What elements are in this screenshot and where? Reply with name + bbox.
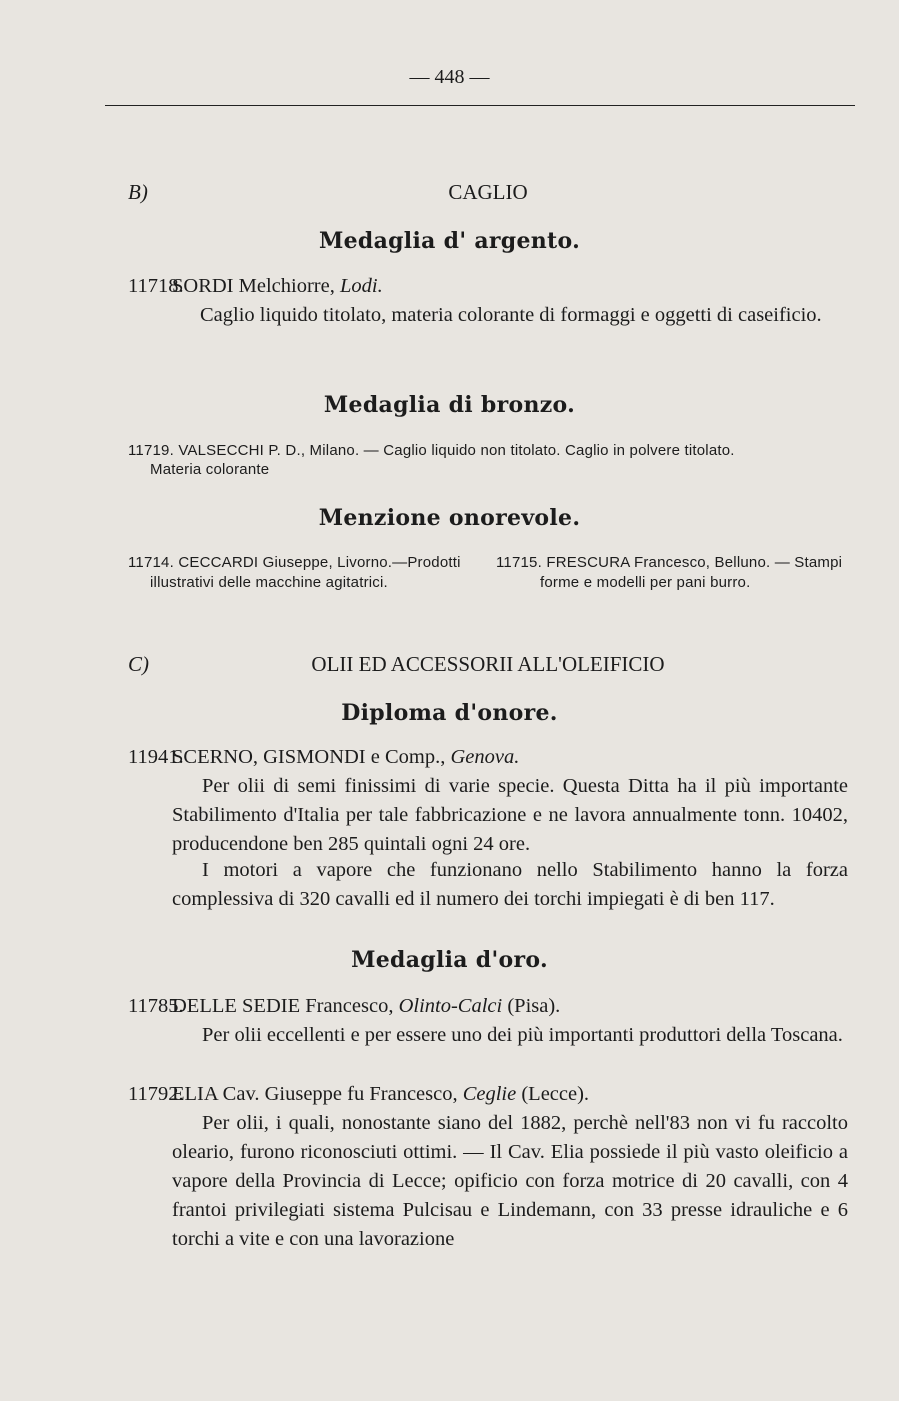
section-letter: C) <box>128 652 149 676</box>
award-heading-gold: Medaglia d'oro. <box>351 947 548 973</box>
entry-11714-line2: illustrativi delle macchine agitatrici. <box>150 574 388 591</box>
entry-name: ELIA Cav. Giuseppe fu Francesco, <box>172 1083 458 1105</box>
entry-description: Per olii, i quali, nonostante siano del 1882, perchè nell'83 non vi fu raccolto oleario, furono riconosciuti ottimi. — Il Cav. Elia possiede il più vasto oleificio a vapore della Provincia di Lecce; opificio con forza motrice di 20 cavalli, con 4 frantoi privilegiati sistema Pulcisau e Lindemann, con 33 presse idrauliche e 6 torchi a vite e con una lavorazione <box>172 1112 848 1250</box>
entry-description-2: I motori a vapore che funzionano nello Stabilimento hanno la forza complessiva di 320 cavalli ed il numero dei torchi impiegati è di ben 117. <box>172 859 848 910</box>
entry-place: Lodi. <box>339 275 383 297</box>
award-heading-diploma: Diploma d'onore. <box>341 700 558 726</box>
entry-11719-line2: Materia colorante <box>150 461 270 478</box>
header-rule <box>105 105 855 106</box>
section-letter: B) <box>128 180 148 204</box>
entry-11941 <box>128 743 852 772</box>
entry-place: Olinto-Calci <box>398 995 503 1017</box>
page-number: — 448 — <box>409 66 490 88</box>
entry-province: (Lecce). <box>521 1083 590 1105</box>
entry-name: DELLE SEDIE Francesco, <box>172 995 394 1017</box>
entry-name: SCERNO, GISMONDI e Comp., <box>172 746 446 768</box>
entry-province: (Pisa). <box>507 995 561 1017</box>
entry-11785 <box>128 992 852 1021</box>
entry-11715-line1: 11715. FRESCURA Francesco, Belluno. — Stampi <box>496 554 843 571</box>
entry-11718 <box>128 272 852 301</box>
section-title: CAGLIO <box>448 180 528 204</box>
award-heading-bronze: Medaglia di bronzo. <box>323 392 576 418</box>
entry-name: SORDI Melchiorre, <box>172 275 335 297</box>
entry-number: 11785. <box>128 995 184 1017</box>
section-title: OLII ED ACCESSORII ALL'OLEIFICIO <box>311 652 665 676</box>
entry-number: 11941. <box>128 746 184 768</box>
entry-place: Genova. <box>450 746 520 768</box>
entry-number: 11718. <box>128 275 184 297</box>
entry-description: Caglio liquido titolato, materia colorante di formaggi e oggetti di caseificio. <box>200 304 822 326</box>
entry-description: Per olii eccellenti e per essere uno dei più importanti produttori della Toscana. <box>202 1024 843 1046</box>
entry-11719-line1: 11719. VALSECCHI P. D., Milano. — Caglio liquido non titolato. Caglio in polvere titolato. <box>128 442 735 459</box>
award-heading-silver: Medaglia d' argento. <box>318 228 581 254</box>
entry-number: 11792. <box>128 1083 184 1105</box>
entry-description: Per olii di semi finissimi di varie specie. Questa Ditta ha il più importante Stabilimento d'Italia per tale fabbricazione e ne lavora annualmente tonn. 10402, producendone ben 285 quintali ogni 24 ore. <box>172 775 848 855</box>
entry-11792 <box>128 1080 852 1109</box>
award-heading-honorable: Menzione onorevole. <box>318 505 581 531</box>
entry-place: Ceglie <box>462 1083 517 1105</box>
entry-11714-line1: 11714. CECCARDI Giuseppe, Livorno.—Prodotti <box>128 554 461 571</box>
entry-11715-line2: forme e modelli per pani burro. <box>540 574 751 591</box>
